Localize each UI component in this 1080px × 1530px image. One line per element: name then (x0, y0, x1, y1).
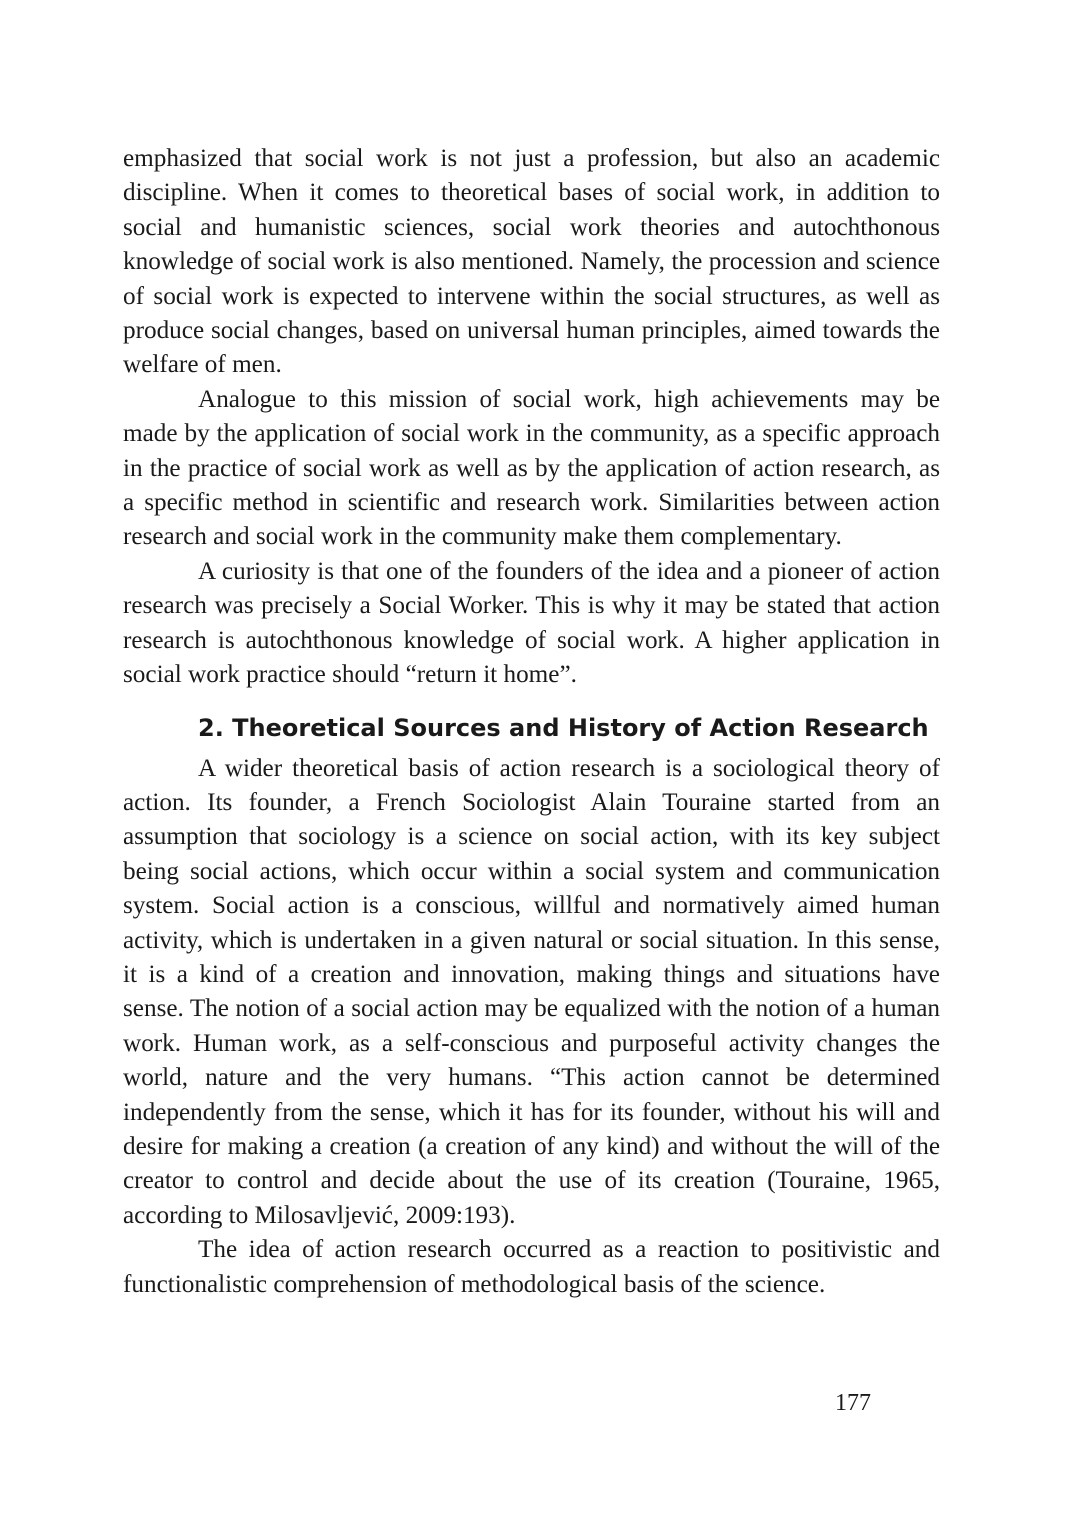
page-body (123, 142, 940, 1302)
page-number: 177 (835, 1390, 871, 1416)
paragraph-analogue: Analogue to this mission of social work, high achievements may be made by the application of social work in the community, as a specific approach in the practice of social work as well as by the application of action research, as a specific method in scientific and research work. Similarities between action research and social work in the community make them complementary. (123, 385, 940, 551)
paragraph-curiosity: A curiosity is that one of the founders of the idea and a pioneer of action research was precisely a Social Worker. This is why it may be stated that action research is autochthonous knowledge of social work. A higher application in social work practice should “return it home”. (123, 557, 940, 689)
paragraph-theory-of-action: A wider theoretical basis of action research is a sociological theory of action. Its founder, a French Sociologist Alain Touraine started from an assumption that sociology is a science on social action, with its key subject being social actions, which occur within a social system and communication system. Social action is a conscious, willful and normatively aimed human activity, which is undertaken in a given natural or social situation. In this sense, it is a kind of a creation and innovation, making things and situations have sense. The notion of a social action may be equalized with the notion of a human work. Human work, as a self-conscious and purposeful activity changes the world, nature and the very humans. “This action cannot be determined independently from the sense, which it has for its founder, without his will and desire for making a creation (a creation of any kind) and without the will of the creator to control and decide about the use of its creation (Touraine, 1965, according to Milosavljević, 2009:193). (123, 754, 940, 1229)
paragraph-idea-of-action-research: The idea of action research occurred as a reaction to positivistic and functionalistic comprehension of methodological basis of the science. (123, 1236, 940, 1298)
paragraph-continued: emphasized that social work is not just a profession, but also an academic discipline. When it comes to theoretical bases of social work, in addition to social and humanistic sciences, social work theories and autochthonous knowledge of social work is also mentioned. Namely, the procession and science of social work is expected to intervene within the social structures, as well as produce social changes, based on universal human principles, aimed towards the welfare of men. (123, 145, 940, 379)
section-heading: 2. Theoretical Sources and History of Action Research (198, 713, 929, 742)
